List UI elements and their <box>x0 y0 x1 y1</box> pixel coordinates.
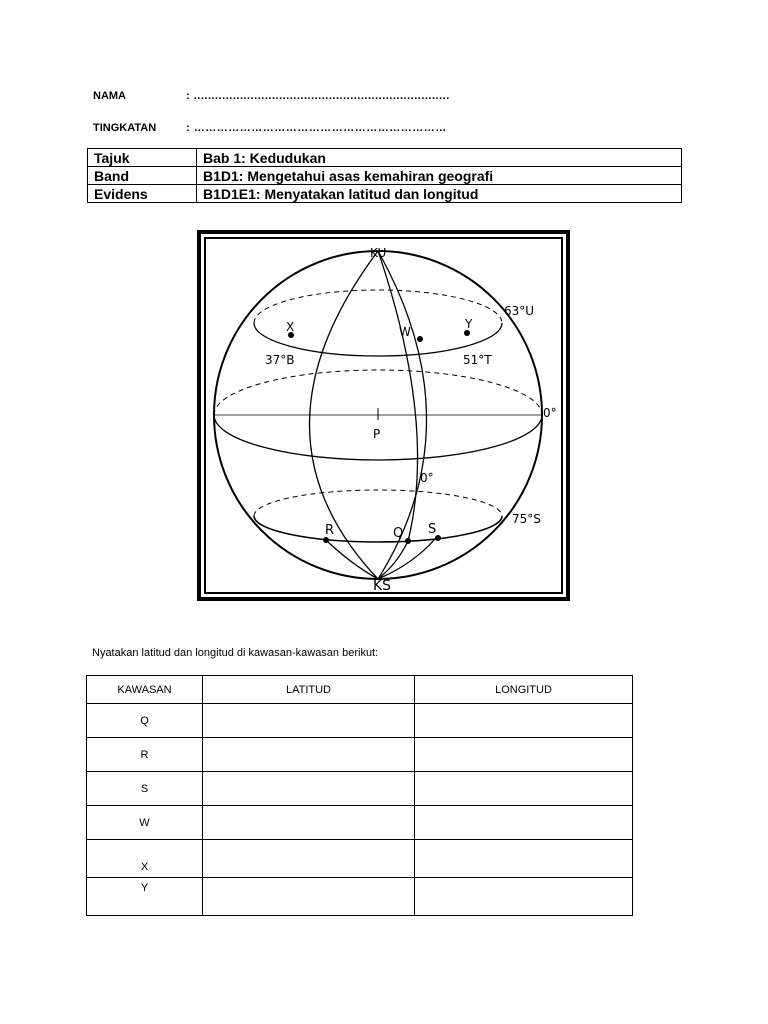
header-latitud: LATITUD <box>203 676 415 704</box>
answer-table <box>86 675 633 916</box>
latitud-input[interactable] <box>203 738 415 772</box>
kawasan-cell: X <box>87 840 203 878</box>
meridian-0-lower <box>378 541 408 579</box>
answer-row <box>87 806 633 840</box>
longitud-input[interactable] <box>415 840 633 878</box>
label-75s: 75°S <box>512 512 541 526</box>
latitud-input[interactable] <box>203 704 415 738</box>
info-value: B1D1E1: Menyatakan latitud dan longitud <box>197 185 682 203</box>
info-key: Evidens <box>88 185 197 203</box>
info-row-tajuk <box>88 149 682 167</box>
info-row-evidens <box>88 185 682 203</box>
label-63u: 63°U <box>504 304 535 318</box>
label-37b: 37°B <box>265 353 295 367</box>
info-row-band <box>88 167 682 185</box>
longitud-input[interactable] <box>415 878 633 916</box>
label-0-meridian: 0° <box>420 471 434 485</box>
kawasan-cell: W <box>87 806 203 840</box>
longitud-input[interactable] <box>415 704 633 738</box>
point-w <box>417 336 423 342</box>
info-value: B1D1: Mengetahui asas kemahiran geografi <box>197 167 682 185</box>
meridian-0 <box>378 251 418 541</box>
kawasan-cell: S <box>87 772 203 806</box>
label-ks: KS <box>373 578 392 594</box>
info-key: Band <box>88 167 197 185</box>
tingkatan-field[interactable]: : ………………………………………………………… <box>186 122 447 134</box>
answer-header-row <box>87 676 633 704</box>
answer-row <box>87 840 633 878</box>
latitud-input[interactable] <box>203 840 415 878</box>
kawasan-cell: R <box>87 738 203 772</box>
label-x: X <box>286 320 295 334</box>
label-equator: 0° <box>543 406 557 420</box>
answer-row <box>87 704 633 738</box>
label-p: P <box>373 427 381 441</box>
label-q: Q <box>393 526 404 541</box>
nama-label: NAMA <box>93 90 126 102</box>
header-kawasan: KAWASAN <box>87 676 203 704</box>
tingkatan-label: TINGKATAN <box>93 122 157 134</box>
answer-row <box>87 772 633 806</box>
kawasan-cell: Y <box>87 878 203 916</box>
point-q <box>405 538 411 544</box>
latitud-input[interactable] <box>203 878 415 916</box>
kawasan-cell: Q <box>87 704 203 738</box>
globe-figure <box>197 230 570 601</box>
info-key: Tajuk <box>88 149 197 167</box>
label-s: S <box>428 522 437 537</box>
latitud-input[interactable] <box>203 772 415 806</box>
lat-75s-back <box>254 490 502 516</box>
latitud-input[interactable] <box>203 806 415 840</box>
instruction-text: Nyatakan latitud dan longitud di kawasan-kawasan berikut: <box>92 647 379 659</box>
header-longitud: LONGITUD <box>415 676 633 704</box>
label-r: R <box>325 523 335 538</box>
info-value: Bab 1: Kedudukan <box>197 149 682 167</box>
answer-row <box>87 738 633 772</box>
answer-row <box>87 878 633 916</box>
nama-field[interactable]: : ........................................................................ <box>186 90 450 102</box>
label-51t: 51°T <box>463 353 492 367</box>
lat-75s-front <box>254 516 502 542</box>
globe-diagram <box>201 234 566 597</box>
longitud-input[interactable] <box>415 772 633 806</box>
label-ku: KU <box>370 246 387 260</box>
longitud-input[interactable] <box>415 738 633 772</box>
label-w: W <box>399 325 411 339</box>
label-y: Y <box>465 317 473 331</box>
longitud-input[interactable] <box>415 806 633 840</box>
info-table <box>87 148 682 203</box>
